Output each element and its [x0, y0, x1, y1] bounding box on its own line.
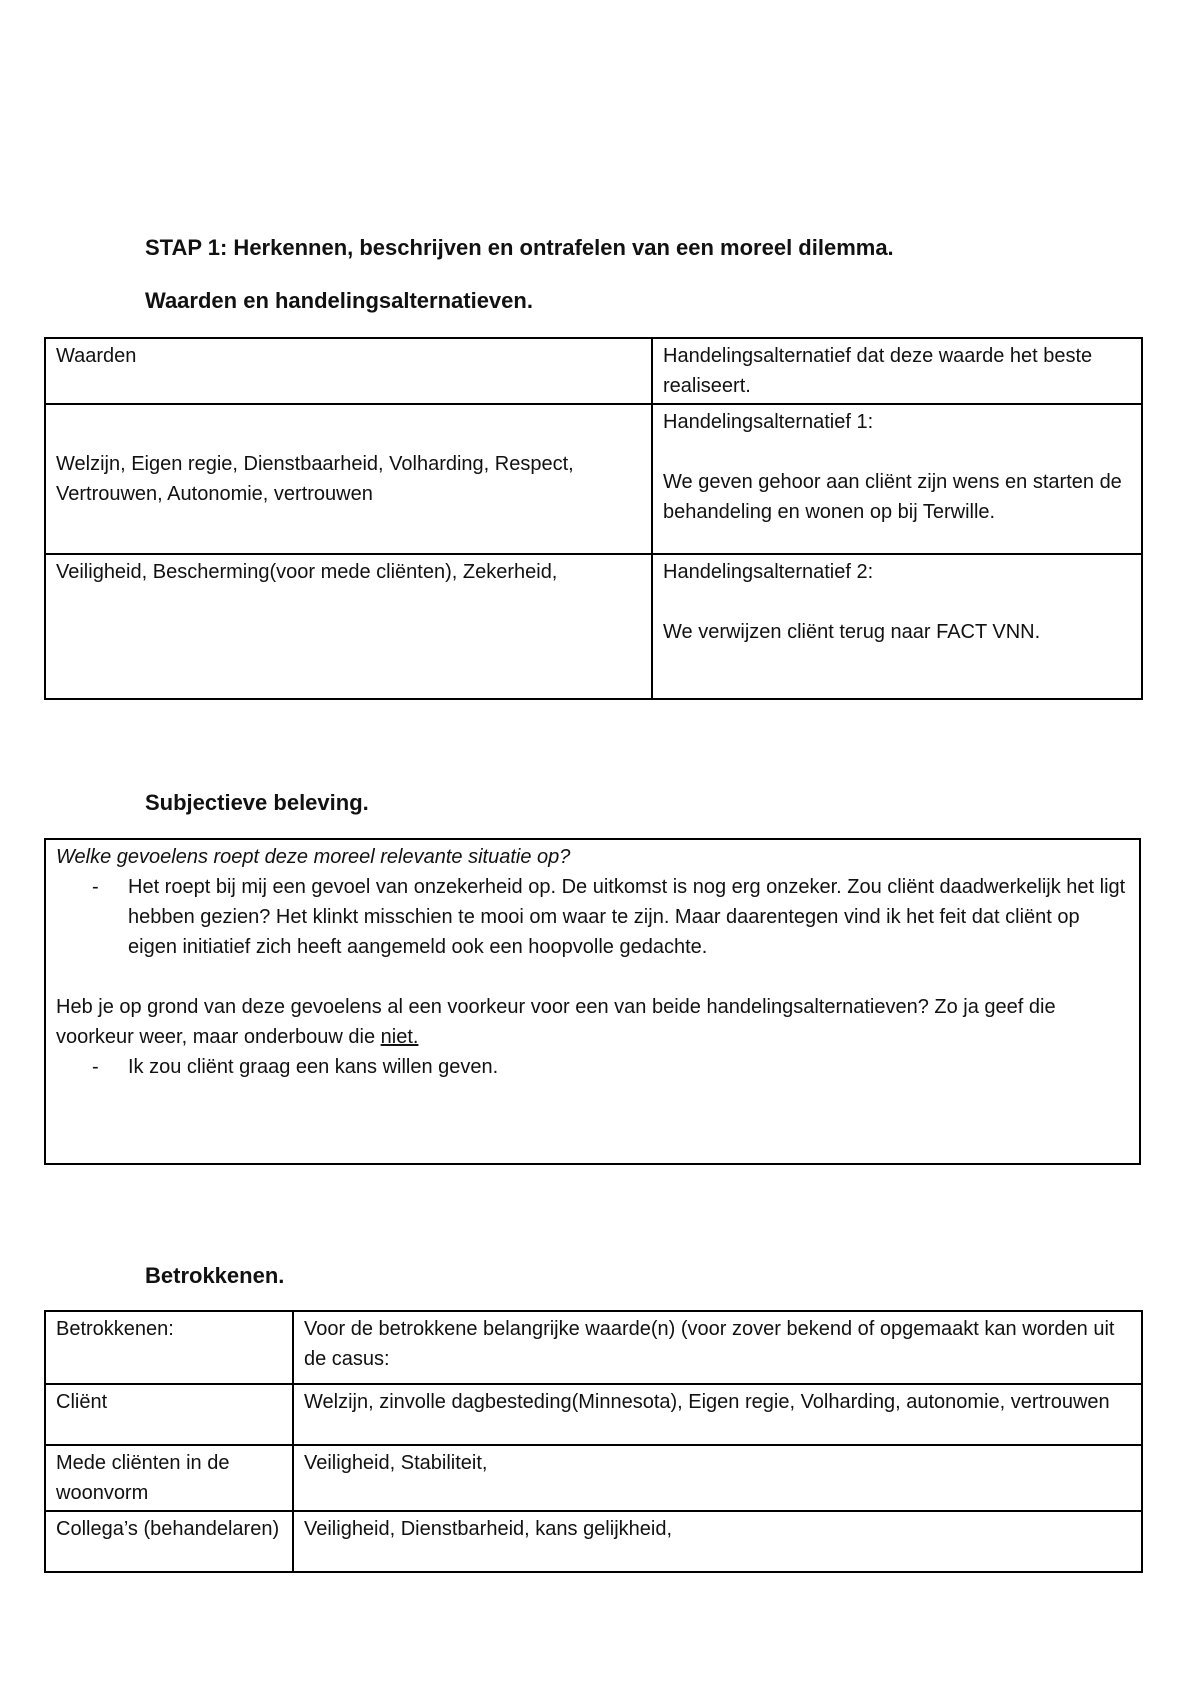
involved-table [44, 1310, 1143, 1573]
step-title: STAP 1: Herkennen, beschrijven en ontrafelen van een moreel dilemma. [145, 235, 894, 260]
alternative-cell [652, 554, 1142, 699]
table-row [45, 1511, 1142, 1572]
involved-values-header-cell: Voor de betrokkene belangrijke waarde(n) (voor zover bekend of opgemaakt kan worden uit de casus: [293, 1311, 1142, 1384]
involved-who-cell: Cliënt [45, 1384, 293, 1445]
involved-who-cell: Mede cliënten in de woonvorm [45, 1445, 293, 1511]
involved-values-cell: Welzijn, zinvolle dagbesteding(Minnesota), Eigen regie, Volharding, autonomie, vertrouwen [293, 1384, 1142, 1445]
alternative-header-cell: Handelingsalternatief dat deze waarde het beste realiseert. [652, 338, 1142, 404]
involved-section-title: Betrokkenen. [145, 1263, 285, 1288]
values-cell [45, 404, 652, 554]
table-row [45, 1445, 1142, 1511]
values-header-cell: Waarden [45, 338, 652, 404]
involved-values-cell: Veiligheid, Stabiliteit, [293, 1445, 1142, 1511]
feelings-answer: Het roept bij mij een gevoel van onzekerheid op. De uitkomst is nog erg onzeker. Zou cliënt daadwerkelijk het ligt hebben gezien? Het klinkt misschien te mooi om waar te zijn. Maar daarentegen vind ik het feit dat cliënt op eigen initiatief zich heeft aangemeld ook een hoopvolle gedachte. [128, 876, 1126, 958]
alternative-text: We verwijzen cliënt terug naar FACT VNN. [663, 621, 1041, 643]
table-row [45, 404, 1142, 554]
values-cell [45, 554, 652, 699]
preference-question-text: Heb je op grond van deze gevoelens al een voorkeur voor een van beide handelingsalternatieven? Zo ja geef die voorkeur weer, maar onderbouw die [56, 996, 1056, 1048]
involved-who-cell: Collega’s (behandelaren) [45, 1511, 293, 1572]
involved-table-header-row [45, 1311, 1142, 1384]
list-item [56, 872, 1129, 962]
preference-question [56, 992, 1129, 1052]
dash-bullet: - [92, 1056, 99, 1078]
values-section-title: Waarden en handelingsalternatieven. [145, 288, 533, 313]
preference-answer: Ik zou cliënt graag een kans willen geven. [128, 1056, 499, 1078]
alternative-text: We geven gehoor aan cliënt zijn wens en starten de behandeling en wonen op bij Terwille. [663, 471, 1122, 523]
feelings-question: Welke gevoelens roept deze moreel relevante situatie op? [56, 846, 571, 868]
values-table [44, 337, 1143, 700]
alternative-cell [652, 404, 1142, 554]
list-item [56, 1052, 1129, 1082]
table-row [45, 554, 1142, 699]
dash-bullet: - [92, 876, 99, 898]
values-text: Veiligheid, Bescherming(voor mede cliënten), Zekerheid, [56, 561, 558, 583]
involved-header-cell: Betrokkenen: [45, 1311, 293, 1384]
values-text: Welzijn, Eigen regie, Dienstbaarheid, Volharding, Respect, Vertrouwen, Autonomie, vertrouwen [56, 453, 574, 505]
involved-values-cell: Veiligheid, Dienstbarheid, kans gelijkheid, [293, 1511, 1142, 1572]
alternative-label: Handelingsalternatief 1: [663, 411, 874, 433]
values-table-header-row [45, 338, 1142, 404]
alternative-label: Handelingsalternatief 2: [663, 561, 874, 583]
preference-question-underlined: niet. [380, 1026, 419, 1048]
table-row [45, 1384, 1142, 1445]
subjective-section-title: Subjectieve beleving. [145, 790, 369, 815]
subjective-box [44, 838, 1141, 1165]
